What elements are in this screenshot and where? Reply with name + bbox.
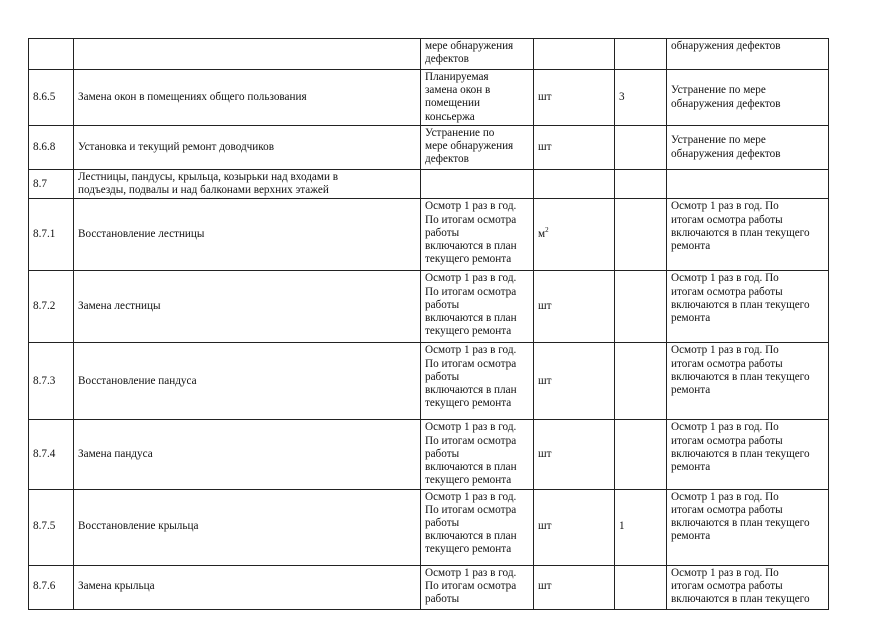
- table-row: [29, 489, 829, 565]
- item-number: 8.7.3: [29, 343, 74, 420]
- work-name: Установка и текущий ремонт доводчиков: [74, 126, 421, 170]
- note-cell: Осмотр 1 раз в год. По итогам осмотра работы включаются в план текущего ремонта: [667, 199, 829, 271]
- note-cell: Осмотр 1 раз в год. По итогам осмотра работы включаются в план текущего ремонта: [667, 489, 829, 565]
- table-row: [29, 565, 829, 609]
- table-row: [29, 199, 829, 271]
- work-name: Лестницы, пандусы, крыльца, козырьки над входами в подъезды, подвалы и над балконами верхних этажей: [74, 170, 421, 199]
- item-number: 8.6.8: [29, 126, 74, 170]
- note-cell: Осмотр 1 раз в год. По итогам осмотра работы включаются в план текущего: [667, 565, 829, 609]
- work-name: [74, 39, 421, 70]
- quantity-cell: [615, 420, 667, 489]
- work-name: Замена крыльца: [74, 565, 421, 609]
- unit-text: м: [538, 228, 546, 241]
- note-cell: [667, 170, 829, 199]
- work-schedule: Осмотр 1 раз в год. По итогам осмотра работы: [421, 565, 534, 609]
- table-row: [29, 126, 829, 170]
- item-number: [29, 39, 74, 70]
- item-number: 8.7.1: [29, 199, 74, 271]
- note-cell: Устранение по мере обнаружения дефектов: [667, 126, 829, 170]
- unit-superscript: 2: [545, 226, 549, 235]
- table-row: [29, 343, 829, 420]
- item-number: 8.7.5: [29, 489, 74, 565]
- quantity-cell: [615, 343, 667, 420]
- note-cell: Осмотр 1 раз в год. По итогам осмотра работы включаются в план текущего ремонта: [667, 271, 829, 343]
- work-schedule: [421, 170, 534, 199]
- quantity-cell: 1: [615, 489, 667, 565]
- work-schedule: Устранение по мере обнаружения дефектов: [421, 126, 534, 170]
- unit-cell: шт: [534, 271, 615, 343]
- quantity-cell: [615, 199, 667, 271]
- maintenance-table: [28, 38, 829, 610]
- work-name: Замена пандуса: [74, 420, 421, 489]
- unit-cell: шт: [534, 420, 615, 489]
- quantity-cell: [615, 39, 667, 70]
- note-cell: Устранение по мере обнаружения дефектов: [667, 70, 829, 126]
- work-name: Замена лестницы: [74, 271, 421, 343]
- quantity-cell: [615, 565, 667, 609]
- work-name: Замена окон в помещениях общего пользования: [74, 70, 421, 126]
- item-number: 8.7: [29, 170, 74, 199]
- unit-cell: шт: [534, 565, 615, 609]
- unit-cell: шт: [534, 126, 615, 170]
- note-cell: обнаружения дефектов: [667, 39, 829, 70]
- work-schedule: Осмотр 1 раз в год. По итогам осмотра работы включаются в план текущего ремонта: [421, 343, 534, 420]
- work-name: Восстановление лестницы: [74, 199, 421, 271]
- note-cell: Осмотр 1 раз в год. По итогам осмотра работы включаются в план текущего ремонта: [667, 343, 829, 420]
- unit-cell: шт: [534, 343, 615, 420]
- quantity-cell: [615, 170, 667, 199]
- item-number: 8.7.4: [29, 420, 74, 489]
- table-row: [29, 271, 829, 343]
- unit-cell: шт: [534, 70, 615, 126]
- item-number: 8.6.5: [29, 70, 74, 126]
- work-schedule: Планируемая замена окон в помещении консьержа: [421, 70, 534, 126]
- note-cell: Осмотр 1 раз в год. По итогам осмотра работы включаются в план текущего ремонта: [667, 420, 829, 489]
- unit-cell: [534, 39, 615, 70]
- table-row: [29, 70, 829, 126]
- item-number: 8.7.2: [29, 271, 74, 343]
- work-schedule: Осмотр 1 раз в год. По итогам осмотра работы включаются в план текущего ремонта: [421, 420, 534, 489]
- work-schedule: Осмотр 1 раз в год. По итогам осмотра работы включаются в план текущего ремонта: [421, 271, 534, 343]
- unit-cell: шт: [534, 489, 615, 565]
- quantity-cell: 3: [615, 70, 667, 126]
- unit-cell: [534, 170, 615, 199]
- work-name: Восстановление пандуса: [74, 343, 421, 420]
- work-schedule: мере обнаружения дефектов: [421, 39, 534, 70]
- quantity-cell: [615, 126, 667, 170]
- work-schedule: Осмотр 1 раз в год. По итогам осмотра работы включаются в план текущего ремонта: [421, 489, 534, 565]
- table-row: [29, 420, 829, 489]
- quantity-cell: [615, 271, 667, 343]
- table-row: [29, 39, 829, 70]
- work-name: Восстановление крыльца: [74, 489, 421, 565]
- item-number: 8.7.6: [29, 565, 74, 609]
- work-schedule: Осмотр 1 раз в год. По итогам осмотра работы включаются в план текущего ремонта: [421, 199, 534, 271]
- unit-cell: [534, 199, 615, 271]
- table-row: [29, 170, 829, 199]
